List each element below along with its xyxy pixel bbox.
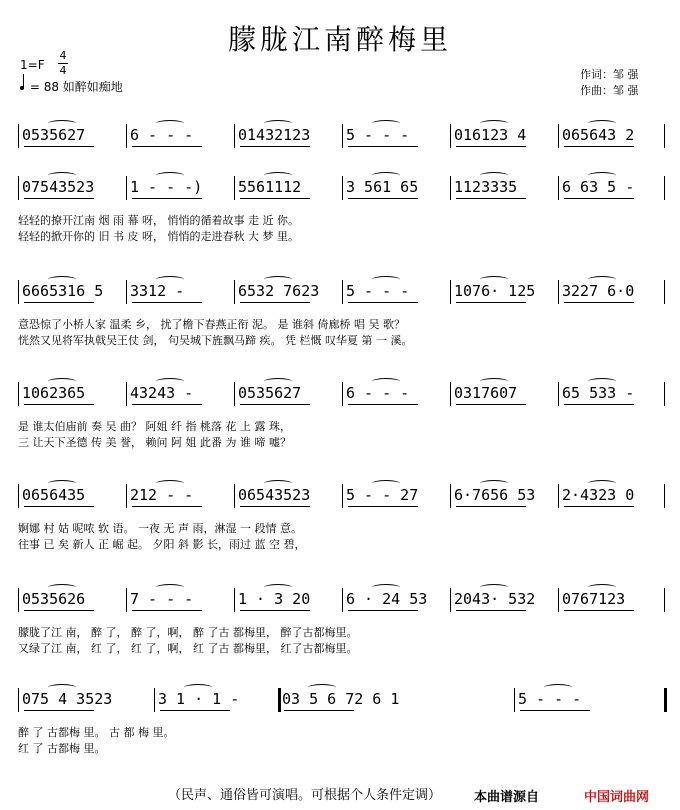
- barline: [126, 124, 127, 148]
- barline: [664, 484, 665, 508]
- slur-mark: [480, 584, 508, 591]
- measure: 0535626: [22, 590, 86, 608]
- barline: [450, 588, 451, 612]
- measure: 3227 6·0: [562, 282, 635, 300]
- lyricist-credit: 作词：邹 强: [580, 68, 639, 81]
- beam-underline: [564, 198, 634, 199]
- beam-underline: [240, 610, 310, 611]
- barline: [342, 176, 343, 200]
- beam-underline: [240, 198, 310, 199]
- measure: 07543523: [22, 178, 95, 196]
- beam-underline: [284, 710, 354, 711]
- watermark-site: 中国词曲网: [584, 790, 650, 805]
- beam-underline: [348, 146, 418, 147]
- beam-underline: [564, 506, 634, 507]
- slur-mark: [544, 684, 572, 691]
- measure: 0̇1432123: [238, 126, 311, 144]
- measure: 1 - - -): [130, 178, 203, 196]
- score-row: [18, 126, 666, 148]
- beam-underline: [456, 302, 526, 303]
- lyric-line: 意恐惊了小桥人家 温柔 乡， 扰了檐下春燕正衔 泥。 是 谁斜 倚廊桥 唱 吴 歌？: [18, 318, 405, 331]
- song-title: 朦胧江南醉梅里: [227, 23, 452, 56]
- barline: [450, 124, 451, 148]
- lyric-line: 三 让天下圣德 传 美 誉， 赖问 阿 姐 此番 为 谁 啼 嘘？: [18, 436, 291, 449]
- lyric-line: 恍然又见将军执戟吴王仗 剑， 句吴城下旌飘马蹄 疾。 凭 栏慨 叹华夏 第 一 溪。: [18, 334, 413, 347]
- barline: [234, 382, 235, 406]
- barline: [558, 588, 559, 612]
- barline: [126, 484, 127, 508]
- beam-underline: [24, 146, 94, 147]
- measure: 1076· 125: [454, 282, 536, 300]
- beam-underline: [24, 404, 94, 405]
- barline: [558, 280, 559, 304]
- score-row: [18, 384, 666, 406]
- beam-underline: [456, 506, 526, 507]
- beam-underline: [520, 710, 590, 711]
- slur-mark: [156, 276, 184, 283]
- beam-underline: [456, 610, 526, 611]
- barline: [342, 124, 343, 148]
- barline: [664, 124, 665, 148]
- barline: [664, 176, 665, 200]
- performance-note: （民声、通俗皆可演唱。可根据个人条件定调）: [168, 788, 442, 803]
- barline: [234, 280, 235, 304]
- slur-mark: [264, 172, 292, 179]
- slur-mark: [480, 276, 508, 283]
- barline: [18, 484, 19, 508]
- slur-mark: [480, 378, 508, 385]
- barline: [126, 280, 127, 304]
- score-row: [18, 282, 666, 304]
- slur-mark: [264, 584, 292, 591]
- time-sig-bottom: 4: [59, 64, 67, 77]
- measure: 3 1 · 1 -: [158, 690, 240, 708]
- barline: [664, 382, 665, 406]
- slur-mark: [588, 276, 616, 283]
- beam-underline: [240, 404, 310, 405]
- slur-mark: [156, 172, 184, 179]
- beam-underline: [24, 506, 94, 507]
- beam-underline: [456, 198, 526, 199]
- score-row: [18, 690, 666, 712]
- slur-mark: [308, 684, 336, 691]
- slur-mark: [48, 378, 76, 385]
- slur-mark: [480, 480, 508, 487]
- measure: 5 - - -: [518, 690, 582, 708]
- beam-underline: [564, 610, 634, 611]
- measure: 6 - - -: [346, 384, 410, 402]
- barline: [450, 280, 451, 304]
- watermark-source: 本曲谱源自: [474, 790, 540, 805]
- slur-mark: [372, 276, 400, 283]
- beam-underline: [564, 146, 634, 147]
- slur-mark: [372, 378, 400, 385]
- beam-underline: [456, 146, 526, 147]
- slur-mark: [372, 172, 400, 179]
- beam-underline: [348, 404, 418, 405]
- barline: [558, 382, 559, 406]
- barline: [18, 382, 19, 406]
- beam-underline: [132, 506, 202, 507]
- barline: [18, 124, 19, 148]
- slur-mark: [588, 172, 616, 179]
- slur-mark: [48, 120, 76, 127]
- measure: 2043· 532: [454, 590, 536, 608]
- barline: [18, 280, 19, 304]
- slur-mark: [264, 378, 292, 385]
- slur-mark: [48, 480, 76, 487]
- slur-mark: [264, 480, 292, 487]
- beam-underline: [348, 506, 418, 507]
- measure: 6532 7623: [238, 282, 320, 300]
- lyric-line: 醉 了 古都梅 里。 古 都 梅 里。: [18, 726, 175, 739]
- barline: [234, 124, 235, 148]
- measure: 2·4323 0: [562, 486, 635, 504]
- beam-underline: [564, 404, 634, 405]
- measure: 0317607: [454, 384, 518, 402]
- measure: 1062365: [22, 384, 86, 402]
- slur-mark: [264, 276, 292, 283]
- tempo-text: = 88 如醉如痴地: [29, 80, 123, 94]
- slur-mark: [156, 584, 184, 591]
- score-row: [18, 178, 666, 200]
- measure: 5 - - 27: [346, 486, 419, 504]
- time-sig-top: 4: [59, 49, 67, 62]
- lyric-line: 朦胧了江 南， 醉 了， 醉 了，啊， 醉 了古 都梅里， 醉了古都梅里。: [18, 626, 358, 639]
- slur-mark: [588, 378, 616, 385]
- measure: 0535627: [238, 384, 302, 402]
- quarter-note-icon: [20, 86, 24, 90]
- measure: 6 · 24 53: [346, 590, 428, 608]
- beam-underline: [132, 302, 202, 303]
- lyric-line: 往事 已 矣 新人 正 崛 起。 夕阳 斜 影 长，雨过 蓝 空 碧，: [18, 538, 306, 551]
- lyric-line: 红 了 古都梅 里。: [18, 742, 106, 755]
- lyric-line: 是 谁太伯庙前 奏 吴 曲？ 阿姐 纤 指 桃落 花 上 露 珠，: [18, 420, 291, 433]
- tempo-marking: [20, 78, 123, 95]
- barline: [278, 688, 281, 712]
- barline: [342, 484, 343, 508]
- beam-underline: [348, 198, 418, 199]
- beam-underline: [24, 610, 94, 611]
- lyric-line: 轻轻的掀开你的 旧 书 皮 呀， 悄悄的走进春秋 大 梦 里。: [18, 230, 299, 243]
- barline: [126, 176, 127, 200]
- slur-mark: [264, 120, 292, 127]
- slur-mark: [48, 276, 76, 283]
- barline: [342, 280, 343, 304]
- slur-mark: [588, 584, 616, 591]
- beam-underline: [132, 610, 202, 611]
- measure: 1123335: [454, 178, 518, 196]
- measure: 6665316 5: [22, 282, 104, 300]
- barline: [234, 588, 235, 612]
- score-row: [18, 486, 666, 508]
- barline: [450, 382, 451, 406]
- barline: [18, 588, 19, 612]
- barline: [664, 688, 667, 712]
- score-row: [18, 590, 666, 612]
- measure: 0656435: [22, 486, 86, 504]
- beam-underline: [240, 146, 310, 147]
- beam-underline: [456, 404, 526, 405]
- slur-mark: [480, 120, 508, 127]
- key-signature: 1=F: [20, 58, 45, 72]
- lyric-line: 轻轻的撩开江南 烟 雨 幕 呀， 悄悄的循着故事 走 近 你。: [18, 214, 299, 227]
- measure: 5561112: [238, 178, 302, 196]
- beam-underline: [160, 710, 230, 711]
- barline: [126, 588, 127, 612]
- beam-underline: [132, 404, 202, 405]
- barline: [154, 688, 155, 712]
- barline: [18, 688, 19, 712]
- beam-underline: [240, 506, 310, 507]
- measure: 3312 -: [130, 282, 185, 300]
- measure: 5 - - -: [346, 126, 410, 144]
- composer-credit: 作曲：邹 强: [580, 84, 639, 97]
- barline: [514, 688, 515, 712]
- measure: 0767123: [562, 590, 626, 608]
- barline: [342, 588, 343, 612]
- beam-underline: [24, 302, 94, 303]
- measure: 43243 -: [130, 384, 194, 402]
- measure: 6·7656 53: [454, 486, 536, 504]
- beam-underline: [348, 610, 418, 611]
- measure: 1 · 3 20: [238, 590, 311, 608]
- barline: [234, 484, 235, 508]
- slur-mark: [156, 480, 184, 487]
- barline: [18, 176, 19, 200]
- beam-underline: [240, 302, 310, 303]
- measure: 075 4 3523: [22, 690, 113, 708]
- barline: [450, 176, 451, 200]
- slur-mark: [48, 684, 76, 691]
- measure: 6 - - -: [130, 126, 194, 144]
- barline: [664, 588, 665, 612]
- slur-mark: [372, 120, 400, 127]
- barline: [664, 280, 665, 304]
- beam-underline: [132, 198, 202, 199]
- measure: 7 - - -: [130, 590, 194, 608]
- measure: 6 63 5 -: [562, 178, 635, 196]
- measure: 016123 4: [454, 126, 527, 144]
- beam-underline: [564, 302, 634, 303]
- beam-underline: [24, 710, 94, 711]
- barline: [558, 124, 559, 148]
- slur-mark: [156, 378, 184, 385]
- time-signature: [58, 50, 68, 77]
- barline: [558, 176, 559, 200]
- barline: [126, 382, 127, 406]
- measure: 0535627: [22, 126, 86, 144]
- barline: [558, 484, 559, 508]
- barline: [342, 382, 343, 406]
- slur-mark: [48, 584, 76, 591]
- barline: [234, 176, 235, 200]
- slur-mark: [372, 480, 400, 487]
- beam-underline: [24, 198, 94, 199]
- slur-mark: [184, 684, 212, 691]
- measure: 212 - -: [130, 486, 194, 504]
- measure: 5 - - -: [346, 282, 410, 300]
- slur-mark: [480, 172, 508, 179]
- measure: 06543523: [238, 486, 311, 504]
- slur-mark: [372, 584, 400, 591]
- beam-underline: [132, 146, 202, 147]
- measure: 65 533 -: [562, 384, 635, 402]
- slur-mark: [156, 120, 184, 127]
- slur-mark: [48, 172, 76, 179]
- measure: 03 5 6 72 6 1: [282, 690, 400, 708]
- barline: [450, 484, 451, 508]
- slur-mark: [588, 480, 616, 487]
- lyric-line: 婀娜 村 姑 呢哝 软 语。 一夜 无 声 雨，淋湿 一 段情 意。: [18, 522, 302, 535]
- slur-mark: [588, 120, 616, 127]
- beam-underline: [348, 302, 418, 303]
- measure: 3 561 65: [346, 178, 419, 196]
- measure: 065643 2: [562, 126, 635, 144]
- lyric-line: 又绿了江 南， 红 了， 红 了，啊， 红 了古 都梅里， 红了古都梅里。: [18, 642, 358, 655]
